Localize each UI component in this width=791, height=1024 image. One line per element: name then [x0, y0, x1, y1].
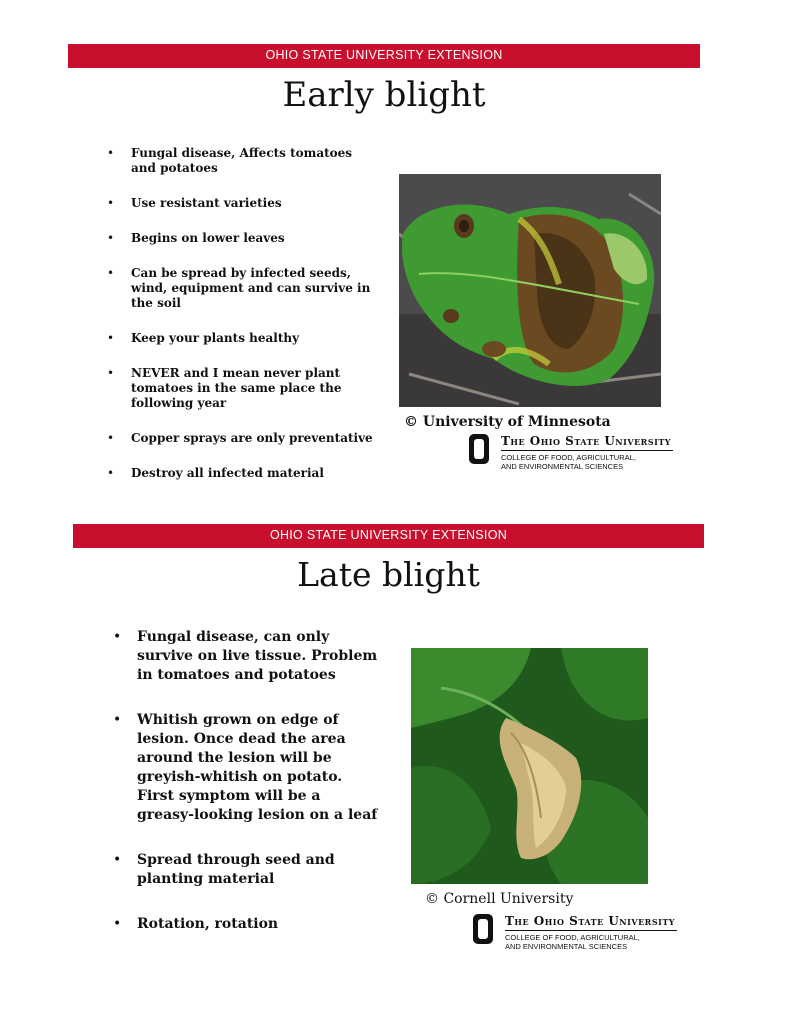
photo-credit: © Cornell University: [425, 891, 574, 907]
list-item: • Keep your plants healthy: [131, 331, 381, 346]
list-item: • NEVER and I mean never plant tomatoes in the same place the following year: [131, 366, 381, 411]
logo-divider: [505, 930, 677, 931]
slide-title: Early blight: [282, 75, 486, 115]
list-item: • Use resistant varieties: [131, 196, 381, 211]
list-item: • Fungal disease, Affects tomatoes and potatoes: [131, 146, 381, 176]
list-item: • Fungal disease, can only survive on live tissue. Problem in tomatoes and potatoes: [137, 628, 382, 685]
extension-banner: OHIO STATE UNIVERSITY EXTENSION: [68, 44, 700, 68]
list-item: • Begins on lower leaves: [131, 231, 381, 246]
college-line: COLLEGE OF FOOD, AGRICULTURAL,: [505, 933, 640, 942]
late-blight-leaf-photo: [411, 648, 648, 884]
college-line: AND ENVIRONMENTAL SCIENCES: [505, 942, 628, 951]
extension-banner: OHIO STATE UNIVERSITY EXTENSION: [73, 524, 704, 548]
list-item: • Can be spread by infected seeds, wind, equipment and can survive in the soil: [131, 266, 381, 311]
slide-title: Late blight: [297, 555, 480, 594]
university-name: The Ohio State University: [505, 914, 675, 928]
bullet-list: [137, 628, 382, 934]
list-item: • Whitish grown on edge of lesion. Once dead the area around the lesion will be greyish-whitish on potato. First symptom will be a greasy-looking lesion on a leaf: [137, 711, 382, 825]
leaf-illustration: [411, 648, 648, 884]
list-item: • Spread through seed and planting material: [137, 851, 382, 889]
college-name: [505, 933, 640, 951]
photo-credit: © University of Minnesota: [404, 414, 611, 430]
osu-logo: [473, 914, 683, 954]
college-line: AND ENVIRONMENTAL SCIENCES: [501, 462, 624, 471]
university-name: The Ohio State University: [501, 434, 671, 448]
college-line: COLLEGE OF FOOD, AGRICULTURAL,: [501, 453, 636, 462]
block-o-icon: [473, 914, 493, 944]
list-item: • Copper sprays are only preventative: [131, 431, 381, 446]
list-item: • Rotation, rotation: [137, 915, 382, 934]
list-item: • Destroy all infected material: [131, 466, 381, 481]
